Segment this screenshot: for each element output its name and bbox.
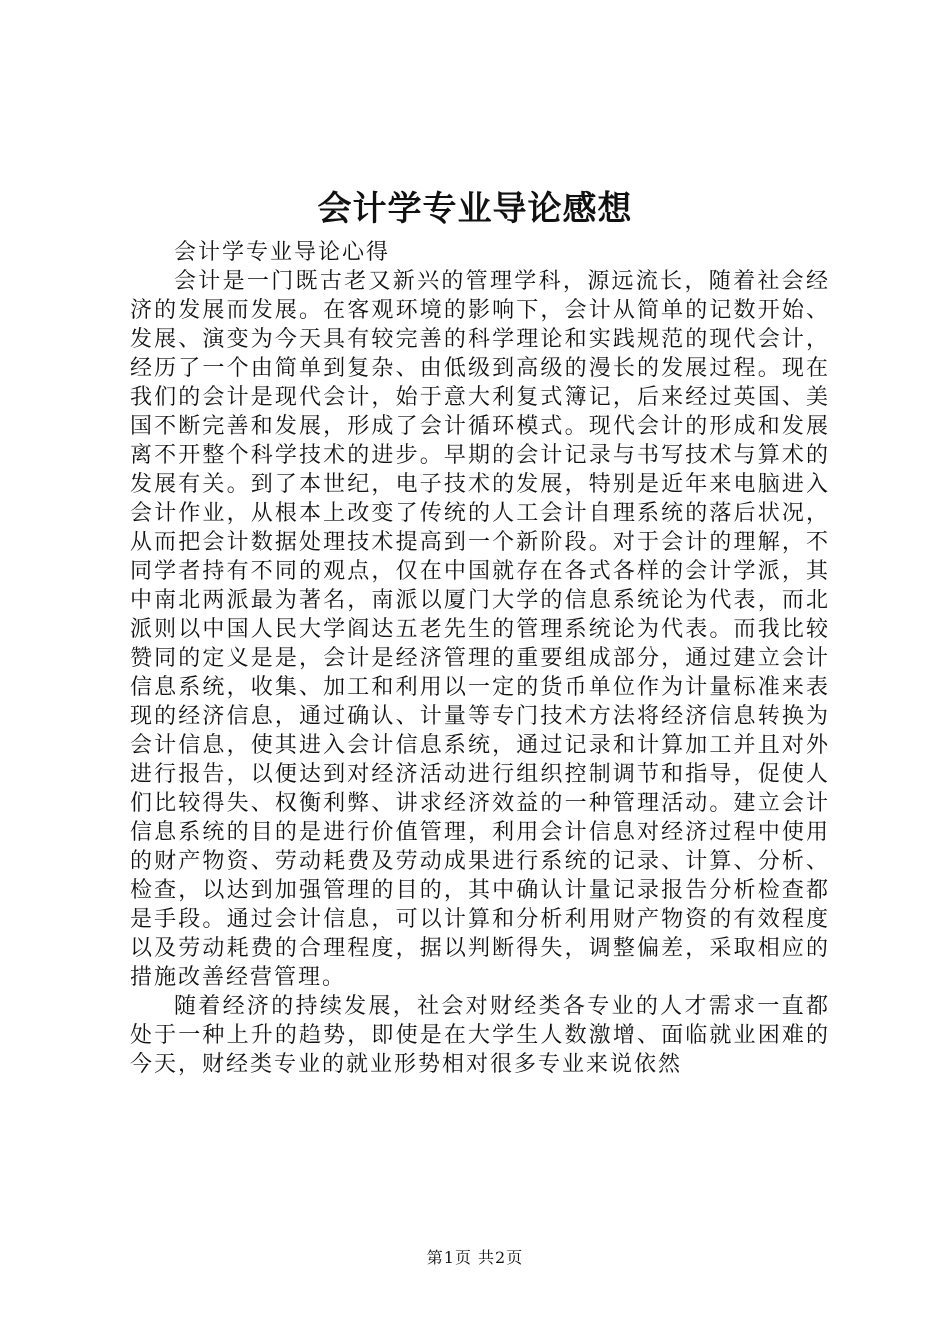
paragraph-2: 随着经济的持续发展，社会对财经类各专业的人才需求一直都处于一种上升的趋势，即使是在大学生人数激增、面临就业困难的今天，财经类专业的就业形势相对很多专业来说依然 <box>130 994 830 1077</box>
document-body <box>130 238 830 1079</box>
page-number-footer: 第1页 共2页 <box>426 1248 524 1267</box>
paragraph-1: 会计是一门既古老又新兴的管理学科，源远流长，随着社会经济的发展而发展。在客观环境的影响下，会计从简单的记数开始、发展、演变为今天具有较完善的科学理论和实践规范的现代会计，经历了一个由简单到复杂、由低级到高级的漫长的发展过程。现在我们的会计是现代会计，始于意大利复式簿记，后来经过英国、美国不断完善和发展，形成了会计循环模式。现代会计的形成和发展离不开整个科学技术的进步。早期的会计记录与书写技术与算术的发展有关。到了本世纪，电子技术的发展，特别是近年来电脑进入会计作业，从根本上改变了传统的人工会计自理系统的落后状况，从而把会计数据处理技术提高到一个新阶段。对于会计的理解，不同学者持有不同的观点，仅在中国就存在各式各样的会计学派，其中南北两派最为著名，南派以厦门大学的信息系统论为代表，而北派则以中国人民大学阎达五老先生的管理系统论为代表。而我比较赞同的定义是是，会计是经济管理的重要组成部分，通过建立会计信息系统，收集、加工和利用以一定的货币单位作为计量标准来表现的经济信息，通过确认、计量等专门技术方法将经济信息转换为会计信息，使其进入会计信息系统，通过记录和计算加工并且对外进行报告，以便达到对经济活动进行组织控制调节和指导，促使人们比较得失、权衡利弊、讲求经济效益的一种管理活动。建立会计信息系统的目的是进行价值管理，利用会计信息对经济过程中使用的财产物资、劳动耗费及劳动成果进行系统的记录、计算、分析、检查，以达到加强管理的目的，其中确认计量记录报告分析检查都是手段。通过会计信息，可以计算和分析利用财产物资的有效程度以及劳动耗费的合理程度，据以判断得失，调整偏差，采取相应的措施改善经营管理。 <box>130 269 830 990</box>
document-subtitle: 会计学专业导论心得 <box>174 240 391 265</box>
document-title: 会计学专业导论感想 <box>317 189 633 229</box>
